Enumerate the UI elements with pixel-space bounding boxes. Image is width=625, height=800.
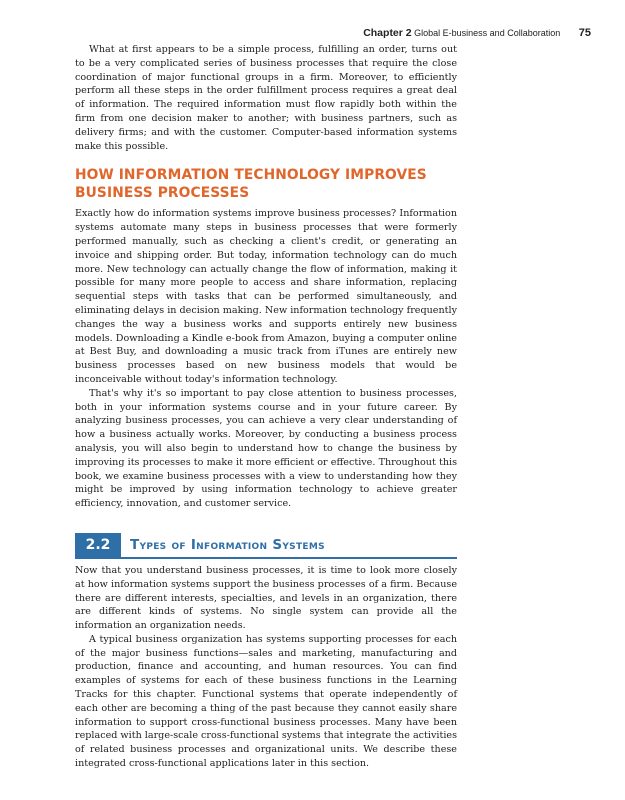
section-number-badge: 2.2	[75, 533, 121, 557]
section-2-2-header	[75, 533, 457, 559]
section-heading-it-improves: HOW INFORMATION TECHNOLOGY IMPROVES BUSINESS PROCESSES	[75, 167, 427, 201]
intro-paragraph: What at first appears to be a simple process, fulfilling an order, turns out to be a very complicated series of business processes that require the close coordination of major functional groups in a firm. Moreover, to efficiently perform all these steps in the order fulfillment process requires a great deal of information. The required information must flow rapidly both within the firm from one decision maker to another; with business partners, such as delivery firms; and with the customer. Computer-based information systems make this possible.	[75, 44, 457, 152]
running-header	[363, 27, 591, 39]
section-title: Types of Information Systems	[130, 536, 325, 553]
chapter-title: Global E-business and Collaboration	[414, 28, 561, 38]
chapter-label: Chapter 2	[363, 27, 412, 39]
page-number: 75	[578, 27, 591, 39]
paragraph: Exactly how do information systems improve business processes? Information systems automate many steps in business processes that were formerly performed manually, such as checking a client's credit, or generating an invoice and shipping order. But today, information technology can do much more. New technology can actually change the flow of information, making it possible for many more people to access and share information, replacing sequential steps with tasks that can be performed simultaneously, and eliminating delays in decision making. New information technology frequently changes the way a business works and supports entirely new business models. Downloading a Kindle e-book from Amazon, buying a computer online at Best Buy, and downloading a music track from iTunes are entirely new business processes based on new business models that would be inconceivable without today's information technology.	[75, 208, 457, 385]
page-body	[75, 43, 457, 771]
paragraph: That's why it's so important to pay close attention to business processes, both in your information systems course and in your future career. By analyzing business processes, you can achieve a very clear understanding of how a business actually works. Moreover, by conducting a business process analysis, you will also begin to understand how to change the business by improving its processes to make it more efficient or effective. Throughout this book, we examine business processes with a view to understanding how they might be improved by using information technology to achieve greater efficiency, innovation, and customer service.	[75, 387, 457, 510]
paragraph: Now that you understand business processes, it is time to look more closely at how information systems support the business processes of a firm. Because there are different interests, specialties, and levels in an organization, there are different kinds of systems. No single system can provide all the information an organization needs.	[75, 564, 457, 632]
paragraph: A typical business organization has systems supporting processes for each of the major business functions—sales and marketing, manufacturing and production, finance and accounting, and human resources. You can find examples of systems for each of these business functions in the Learning Tracks for this chapter. Functional systems that operate independently of each other are becoming a thing of the past because they cannot easily share information to support cross-functional business processes. Many have been replaced with large-scale cross-functional systems that integrate the activities of related business processes and organizational units. We describe these integrated cross-functional applications later in this section.	[75, 633, 457, 770]
